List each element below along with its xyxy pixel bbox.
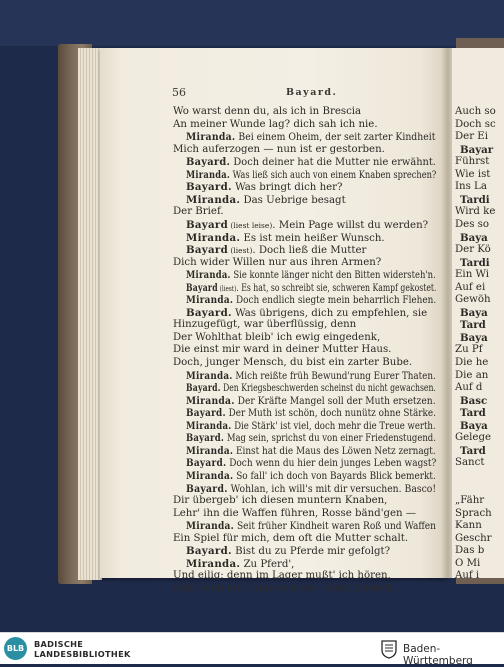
line-text: Doch wenn du hier dein junges Leben wagst? [226, 458, 437, 470]
text-line [186, 370, 436, 383]
facing-page-line: Wie ist [455, 168, 491, 180]
line-text: Einst hat die Maus des Löwen Netz zernagt. [233, 445, 436, 457]
speaker-name: Bayard. [186, 432, 225, 445]
text-line [186, 483, 436, 496]
text-line [186, 395, 436, 408]
speaker-name: Bayard [186, 244, 229, 257]
line-text: Wohlan, ich will's mit dir versuchen. Basco! [227, 483, 437, 495]
line-text: Mich reißte früh Bewund'rung Eurer Thaten. [232, 370, 436, 382]
line-text: Und eilig; denn im Lager mußt' ich hören, [173, 570, 391, 582]
facing-page-line: Auf d [455, 382, 483, 394]
facing-page-line: Tardi [460, 193, 490, 206]
blb-name[interactable] [34, 639, 131, 659]
line-text: Hinzugefügt, war überflüssig, denn [173, 319, 357, 331]
stage-direction: (liest) [228, 246, 253, 256]
line-text: Doch, junger Mensch, du bist ein zarter Bube. [173, 357, 413, 368]
line-text: Was ließ sich auch von einem Knaben sprechen? [230, 169, 437, 181]
facing-page-line: Basc [460, 394, 488, 407]
speaker-name: Miranda. [186, 520, 235, 533]
line-text: . Doch ließ die Mutter [252, 245, 367, 257]
footer-bar [0, 632, 504, 667]
stage-direction: (liest) [217, 283, 237, 293]
line-text: Seit früher Kindheit waren Roß und Waffen [234, 521, 436, 533]
speaker-name: Miranda. [186, 394, 235, 407]
text-line [186, 181, 343, 194]
speaker-name: Bayard. [186, 156, 231, 169]
line-text: Sie konnte länger nicht den Bitten widersteh'n. [230, 270, 436, 282]
text-line [173, 533, 408, 545]
page-number: 56 [172, 86, 186, 99]
facing-page-line: Der Ei [455, 131, 488, 143]
blb-logo[interactable]: BLB [4, 637, 27, 660]
speaker-name: Miranda. [186, 231, 241, 244]
speaker-name: Bayard. [186, 407, 226, 420]
page-edges [78, 48, 102, 580]
facing-page-line: Die he [455, 357, 489, 368]
running-head: Bayard. [286, 87, 338, 98]
text-line [186, 294, 436, 307]
text-line [173, 319, 356, 331]
line-text: Die Stärk' ist viel, doch mehr die Treue werth. [231, 420, 436, 432]
line-text: Doch endlich siegte mein beharrlich Flehen. [233, 295, 437, 307]
text-line [186, 282, 436, 295]
line-text: . Mein Page willst du werden? [272, 219, 429, 231]
facing-page-line: Geschr [455, 532, 492, 544]
line-text: Der Wohlthat bleib' ich ewig eingedenk, [173, 331, 381, 343]
facing-page-line: Gelege [455, 432, 492, 444]
text-line [186, 445, 436, 458]
line-text: Wo warst denn du, als ich in Brescia [173, 106, 362, 117]
facing-page-line: Tard [460, 444, 486, 457]
speaker-name: Bayard. [186, 545, 232, 558]
text-line [173, 206, 224, 218]
stage-direction: (liest leise) [228, 220, 273, 230]
speaker-name: Bayard. [186, 306, 232, 319]
text-line [173, 357, 412, 369]
line-text: An meiner Wunde lag? dich sah ich nie. [173, 118, 378, 130]
facing-page-line: Sanct [455, 457, 485, 469]
text-line [173, 344, 391, 356]
speaker-name: Miranda. [186, 444, 234, 457]
line-text: Zu Pferd', [240, 558, 295, 570]
text-line [186, 194, 346, 207]
text-line [186, 269, 436, 282]
facing-page-line: O Mi [455, 557, 481, 569]
text-line [173, 257, 381, 269]
text-line [186, 457, 436, 470]
text-line [186, 131, 435, 144]
facing-page-line: Führst [455, 156, 490, 168]
baden-wuerttemberg-crest-icon [379, 639, 399, 659]
line-text: Mag sein, sprichst du von einer Friedenstugend. [224, 433, 436, 445]
line-text: Daß Euch mit Ungeduld der König fordert. [173, 582, 395, 594]
text-line [173, 332, 380, 344]
text-line [173, 106, 361, 118]
facing-page-line: Gewöh [455, 294, 491, 306]
text-line [186, 382, 436, 395]
line-text: Doch deiner hat die Mutter nie erwähnt. [230, 157, 436, 169]
line-text: Was übrigens, dich zu empfehlen, sie [231, 307, 428, 319]
line-text: Was bringt dich her? [231, 182, 343, 194]
text-line [186, 244, 366, 257]
text-line [173, 144, 385, 156]
text-line [186, 156, 436, 169]
facing-page-line: Doch sc [455, 118, 496, 130]
line-text: Bist du zu Pferde mir gefolgt? [231, 546, 391, 558]
facing-page-line: „Fähr [455, 495, 485, 507]
facing-page-line: Auf i [455, 570, 480, 578]
text-line [186, 470, 436, 483]
speaker-name: Miranda. [186, 294, 234, 307]
facing-page-line: Der Kö [455, 244, 491, 256]
facing-page-line: Tard [460, 407, 486, 420]
line-text: Es ist mein heißer Wunsch. [240, 232, 385, 244]
speaker-name: Bayard. [186, 181, 232, 194]
speaker-name: Bayard. [186, 382, 221, 395]
facing-page-line: Des so [455, 218, 490, 230]
line-text: Das Uebrige besagt [240, 194, 346, 206]
text-line [186, 232, 385, 245]
line-text: Den Kriegsbeschwerden scheinst du nicht gewachsen. [220, 383, 436, 395]
text-line [173, 495, 387, 507]
facing-page-line: Sprach [455, 507, 492, 519]
text-line [186, 558, 294, 571]
facing-page-line: Baya [460, 331, 488, 344]
facing-page-line: Wird ke [455, 206, 496, 218]
speaker-name: Miranda. [186, 369, 233, 382]
right-page [452, 48, 504, 578]
line-text: Der Kräfte Mangel soll der Muth ersetzen. [234, 395, 436, 407]
facing-page-line: Auf ei [455, 281, 486, 293]
text-line [186, 219, 428, 232]
facing-page-line: Ein Wi [455, 269, 490, 281]
text-line [173, 570, 391, 582]
speaker-name: Miranda. [186, 469, 234, 482]
text-line [173, 119, 378, 131]
speaker-name: Miranda. [186, 131, 236, 144]
speaker-name: Miranda. [186, 168, 231, 181]
speaker-name: Bayard. [186, 482, 228, 495]
speaker-name: Miranda. [186, 419, 232, 432]
text-line [173, 508, 416, 520]
speaker-name: Bayard [186, 218, 229, 231]
text-line [173, 583, 394, 595]
speaker-name: Miranda. [186, 269, 231, 282]
bw-name[interactable]: Baden-Württemberg [403, 643, 473, 667]
text-line [186, 520, 436, 533]
facing-page-line: Baya [460, 231, 488, 244]
facing-page-line: Zu Pf [455, 344, 483, 356]
line-text: Ein Spiel für mich, dem oft die Mutter schalt. [173, 532, 409, 544]
facing-page-line: Bayar [460, 143, 494, 156]
facing-page-line: Baya [460, 419, 488, 432]
scan-background [0, 0, 504, 46]
line-text: Mich auferzogen — nun ist er gestorben. [173, 143, 385, 155]
text-line [186, 420, 436, 433]
text-line [186, 169, 436, 182]
speaker-name: Miranda. [186, 557, 241, 570]
speaker-name: Miranda. [186, 193, 241, 206]
line-text: Der Brief. [173, 206, 224, 218]
facing-page-line: Auch so [455, 106, 496, 117]
facing-page-line: Ins La [455, 181, 487, 193]
line-text: Dich wider Willen nur aus ihren Armen? [173, 256, 382, 268]
text-line [186, 407, 436, 420]
blb-name-line1: BADISCHE [34, 639, 84, 649]
facing-page-line: Tardi [460, 256, 490, 269]
line-text: Bei einem Oheim, der seit zarter Kindheit [235, 132, 436, 144]
text-line [186, 432, 436, 445]
line-text: Die einst mir ward in deiner Mutter Haus. [173, 344, 392, 356]
line-text: So fall' ich doch von Bayards Blick bemerkt. [233, 470, 436, 482]
facing-page-line: Das b [455, 545, 485, 557]
line-text: Der Muth ist schön, doch nunütz ohne Stärke. [225, 408, 436, 420]
line-text: Dir übergeb' ich diesen muntern Knaben, [173, 495, 388, 507]
blb-name-line2: LANDESBIBLIOTHEK [34, 649, 131, 659]
facing-page-line: Baya [460, 306, 488, 319]
line-text: . Es hat, so schreibt sie, schweren Kampf gekostet. [236, 282, 437, 294]
speaker-name: Bayard [186, 281, 218, 294]
facing-page-line: Tard [460, 319, 486, 332]
line-text: Lehr' ihn die Waffen führen, Rosse bänd'gen — [173, 507, 417, 519]
speaker-name: Bayard. [186, 457, 227, 470]
text-line [186, 307, 427, 320]
text-line [186, 545, 390, 558]
facing-page-line: Die an [455, 369, 489, 381]
facing-page-line: Kann [455, 520, 482, 532]
